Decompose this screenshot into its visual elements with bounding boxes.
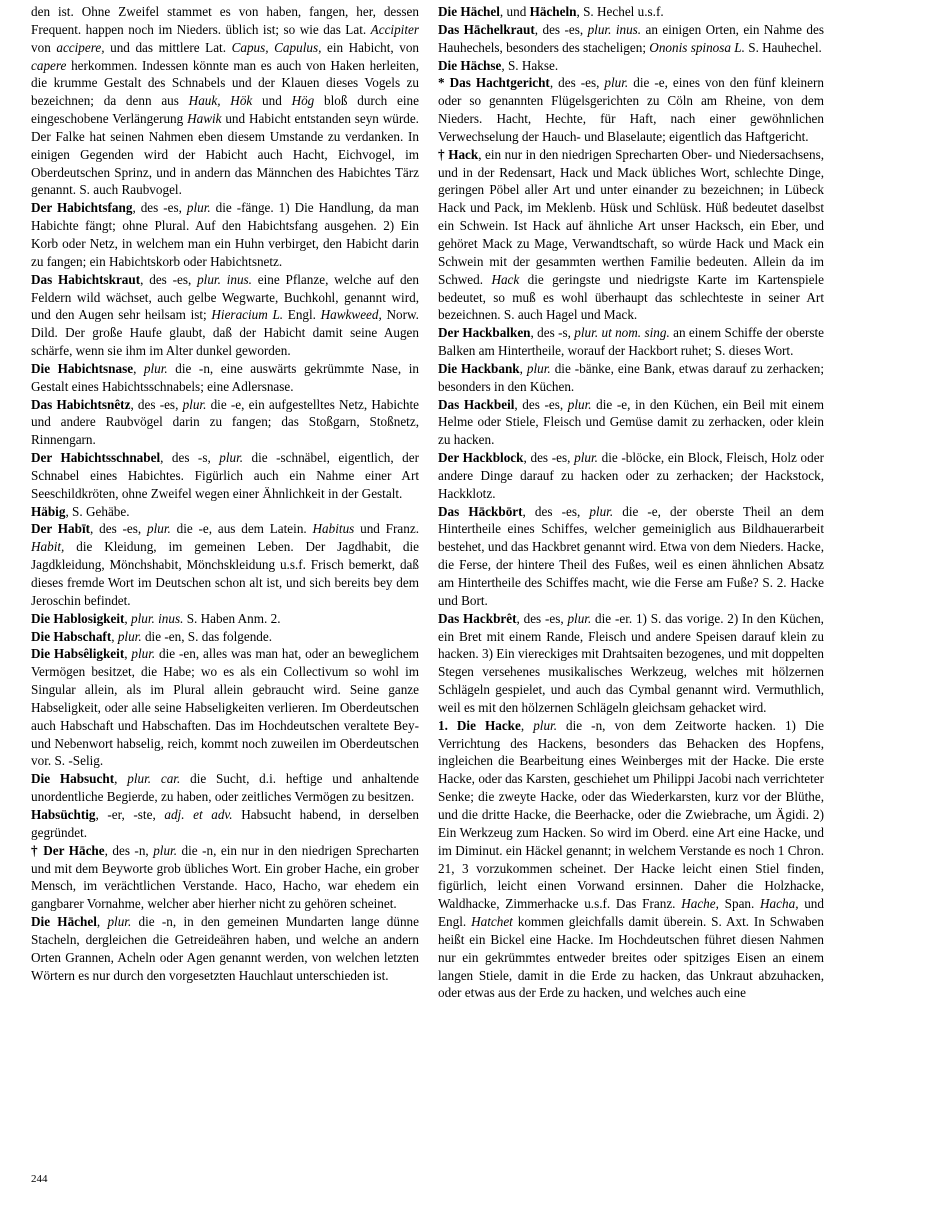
entry-text: , und bbox=[499, 4, 530, 19]
right-column bbox=[438, 3, 824, 1002]
entry-text: , des -es, bbox=[523, 450, 575, 466]
entry-text: die Sucht, d.i. heftige und anhaltende unordentliche Begierde, zu haben, oder zeitliches Vermögen zu besitzen. bbox=[31, 771, 420, 805]
entry-italic-term: Hawik bbox=[187, 111, 222, 127]
entry-headword: Die Hackbank bbox=[438, 360, 520, 376]
dictionary-entry bbox=[438, 74, 824, 145]
entry-text: herkommen. Indessen könnte man es auch von Haken herleiten, die krumme Gestalt des Schnabels und der Klauen dieses Vogels zu bezeichnen; da denn aus bbox=[31, 57, 419, 109]
entry-italic-term: plur. bbox=[589, 503, 614, 519]
entry-headword: Die Hächel bbox=[438, 4, 500, 19]
dictionary-entry bbox=[31, 271, 419, 360]
entry-text: kommen gleichfalls damit überein. S. Axt. In Schwaben heißt ein Bickel eine Hacke. Im Hochdeutschen führet diesen Nahmen nur ein gekrümmtes entweder breites oder spitziges Eisen an einem langen Stiele, damit in die Erde zu hacken, das Unkraut abzuhacken, oder etwas aus der Erde zu hacken, und welches auch eine bbox=[438, 914, 824, 1001]
entry-text: S. Hauhechel. bbox=[744, 39, 822, 55]
entry-headword: Das Hāchelkraut bbox=[438, 21, 535, 37]
dictionary-entry bbox=[31, 396, 419, 450]
entry-text: , S. Hakse. bbox=[501, 57, 559, 73]
entry-text: Span. bbox=[718, 896, 761, 912]
left-column bbox=[31, 3, 419, 984]
entry-text: , des -es, bbox=[514, 396, 568, 412]
entry-italic-term: plur. car. bbox=[127, 771, 181, 787]
entry-headword: Der Hackbalken bbox=[438, 325, 531, 341]
entry-text: ein Habicht, von bbox=[321, 39, 420, 55]
entry-text: , S. Hechel u.s.f. bbox=[576, 4, 664, 19]
entry-italic-term: plur. bbox=[567, 396, 592, 412]
entry-headword: 1. Die Hacke bbox=[438, 717, 521, 733]
entry-text: , bbox=[124, 610, 132, 626]
entry-headword: Die Habichtsnase bbox=[31, 360, 134, 376]
entry-headword: Die Hächse bbox=[438, 57, 502, 73]
entry-headword: Das Habichtskraut bbox=[31, 271, 141, 287]
entry-text: , S. Gehäbe. bbox=[65, 503, 130, 519]
entry-text: und bbox=[252, 93, 292, 109]
entry-italic-term: Capus, Capulus, bbox=[231, 39, 322, 55]
entry-italic-term: plur. inus. bbox=[197, 271, 252, 287]
dictionary-entry bbox=[438, 324, 824, 360]
entry-text: eine Pflanze, welche auf den Feldern wild wächset, auch gelbe Wegwarte, Buchkohl, genannt wird, und den Augen sehr heilsam ist; bbox=[31, 271, 419, 323]
entry-text: von bbox=[31, 39, 57, 55]
entry-italic-term: Hög bbox=[291, 93, 315, 109]
entry-text: die -e, der oberste Theil an dem Hintertheile eines Schiffes, welcher gemeiniglich aus Bildhauerarbeit bestehet, und das Hackbret genannt wird. Etwa von dem Nieders. Hacke, die Ferse, der hintere Theil des Fußes, weil es einen ähnlichen Absatz am Hintertheile des Schiffes macht, wie die Ferse am Fuße? S. 2. Hacke und Bort. bbox=[438, 503, 824, 608]
dictionary-entry bbox=[31, 913, 419, 984]
entry-text: , bbox=[114, 771, 128, 787]
entry-text: Norw. Dild. Der große Haufe glaubt, daß der Habicht damit seine Augen schärfe, wenn sie ihm im Alter dunkel geworden. bbox=[31, 307, 419, 359]
entry-text: die -n, eine auswärts gekrümmte Nase, in Gestalt eines Habichtsschnabels; eine Adlersnase. bbox=[31, 360, 420, 394]
entry-text: an einigen Orten, ein Nahme des Hauhechels, besonders des stacheligen; bbox=[438, 21, 825, 55]
dictionary-entry bbox=[438, 57, 824, 75]
entry-text: , des -es, bbox=[140, 271, 198, 287]
entry-text: S. Haben Anm. 2. bbox=[183, 610, 281, 626]
entry-text: , des -s, bbox=[160, 450, 220, 466]
entry-italic-term: plur. bbox=[153, 842, 178, 858]
entry-text: , des -es, bbox=[549, 75, 605, 91]
dictionary-entry bbox=[438, 21, 824, 57]
entry-text: Engl. bbox=[283, 307, 321, 323]
dictionary-entry bbox=[438, 503, 824, 610]
dictionary-entry bbox=[31, 503, 419, 521]
entry-text: die -e, ein aufgestelltes Netz, Habichte und andere Raubvögel darin zu fangen; das Stoßgarn, Stoßnetz, Rinnengarn. bbox=[31, 396, 419, 448]
entry-text: die Kleidung, im gemeinen Leben. Der Jagdhabit, die Jagdkleidung, Mönchshabit, Mönchskleidung u.s.f. Frisch bemerkt, daß dieses fremde Wort im Deutschen schon alt ist, und sich bereits bey dem Jeroschin befindet. bbox=[31, 539, 419, 608]
entry-text: die -n, in den gemeinen Mundarten lange dünne Stacheln, dergleichen die Getreideähren haben, und welche an andern Orten Grannen, Acheln oder Agen genannt werden, von welchen letzten Wörtern es nur durch den vorgesetzten Hauchlaut unterschieden ist. bbox=[31, 914, 419, 983]
entry-italic-term: Hacha, bbox=[760, 896, 799, 912]
entry-headword: Die Habschaft bbox=[31, 628, 112, 644]
entry-headword: Der Hackblock bbox=[438, 450, 524, 466]
entry-text: und Engl. bbox=[438, 896, 824, 930]
dictionary-entry bbox=[438, 3, 824, 21]
entry-text: , des -es, bbox=[90, 521, 147, 537]
entry-italic-term: plur. inus. bbox=[587, 21, 642, 37]
dictionary-entry bbox=[31, 628, 419, 646]
entry-headword: Das Hāckbōrt bbox=[438, 503, 523, 519]
entry-headword: † Hack bbox=[438, 146, 479, 162]
entry-italic-term: Hawkweed, bbox=[320, 307, 382, 323]
entry-text: die geringste und niedrigste Karte im Kartenspiele bedeutet, so muß es wohl überhaupt das schlechteste in seiner Art bezeichnen. S. auch Hagel und Mack. bbox=[438, 271, 824, 323]
entry-text: die -blöcke, ein Block, Fleisch, Holz oder andere Dinge darauf zu hacken oder zu zerhacken; der Hackstock, Hackklotz. bbox=[438, 450, 824, 501]
dictionary-entry bbox=[31, 806, 419, 842]
entry-italic-term: Habitus bbox=[312, 521, 355, 537]
dictionary-entry bbox=[31, 3, 419, 199]
entry-text: die -n, von dem Zeitworte hacken. 1) Die Verrichtung des Hackens, besonders das Behacken des Hopfens, ingleichen die Bearbeitung eines Weinberges mit der Hacke. Die erste Hacke, oder das Karsten, geschiehet um Philippi Jacobi nach verrichteter Senke; die zweyte Hacke, oder das Wiederkarsten, kurz vor der Blüthe, und die dritte Hacke, die Beerhacke, oder die Zwiebrache, um Ägidi. 2) Ein Werkzeug zum Hacken. So wird im Oberd. eine Art eine Hacke, und im Diminut. ein Häckel genannt; in welchem Verstande es noch 1 Chron. 21, 3 vorzukommen scheinet. Der Hacke leicht einen Stiel finden, figürlich, leicht einen Vorwand ersinnen. Daher die Holzhacke, Waldhacke, Zimmerhacke u.s.f. Das Franz. bbox=[438, 717, 825, 912]
entry-text: , des -es, bbox=[534, 21, 588, 37]
entry-italic-term: plur. bbox=[219, 450, 244, 466]
entry-text: an einem Schiffe der oberste Balken am Hintertheile, worauf der Hackbort ruhet; S. dieses Wort. bbox=[438, 325, 824, 359]
entry-italic-term: plur. bbox=[182, 396, 207, 412]
entry-italic-term: plur. bbox=[131, 646, 156, 662]
dictionary-entry bbox=[438, 396, 824, 450]
dictionary-entry bbox=[438, 360, 824, 396]
entry-italic-term: plur. ut nom. sing. bbox=[574, 325, 670, 341]
entry-text: die -fänge. 1) Die Handlung, da man Habichte fängt; ohne Plural. Auf den Habichtsfang ausgehen. 2) Ein Korb oder Netz, in welchem man ein Huhn verbirget, den Habicht darin zu fangen; ein Habichtskorb oder Habichtsnetz. bbox=[31, 200, 419, 269]
entry-headword: Die Hablosigkeit bbox=[31, 610, 125, 626]
entry-italic-term: Hauk, Hök bbox=[188, 93, 253, 109]
entry-text: die -bänke, eine Bank, etwas darauf zu zerhacken; besonders in den Küchen. bbox=[438, 360, 825, 394]
dictionary-entry bbox=[438, 146, 824, 324]
dictionary-entry bbox=[438, 449, 824, 503]
entry-headword: Der Habichtsfang bbox=[31, 200, 133, 216]
entry-italic-term: plur. bbox=[186, 200, 211, 216]
entry-italic-term: Hatchet bbox=[471, 914, 513, 930]
entry-italic-term: Accipiter bbox=[370, 21, 419, 37]
entry-text: und Franz. bbox=[354, 521, 419, 537]
entry-headword: Die Hāchel bbox=[31, 914, 97, 930]
entry-headword: Der Habichtsschnabel bbox=[31, 450, 161, 466]
dictionary-entry bbox=[438, 610, 824, 717]
entry-italic-term: plur. bbox=[107, 914, 132, 930]
entry-text: die -e, eines von den fünf kleinern oder so genannten Flügelsgerichten zu Cöln am Rheine, von dem Nieders. Hacht, Hechte, für Haft, nach einer gewöhnlichen Verwechselung der Hauch- und Blaselaute; eigentlich das Haftgericht. bbox=[438, 75, 824, 144]
entry-headword: Die Habsucht bbox=[31, 771, 115, 787]
entry-headword: Die Habsêligkeit bbox=[31, 646, 125, 662]
entry-text: , bbox=[124, 646, 132, 662]
entry-text: , des -es, bbox=[516, 610, 568, 626]
entry-text: die -n, ein nur in den niedrigen Sprecharten und mit dem Beyworte grob übliches Wort. Ein grober Hache, ein grober Mensch, im verächtlichen Verstande. Haco, Hacho, war ehedem ein gangbarer Vornahme, welcher aber hierher nicht zu gehören scheinet. bbox=[31, 842, 419, 912]
entry-text: die -e, in den Küchen, ein Beil mit einem Helme oder Stiele, Fleisch und Gemüse damit zu zerhacken, oder klein zu hacken. bbox=[438, 396, 825, 448]
entry-text: , -er, -ste, bbox=[95, 806, 165, 822]
entry-italic-term: plur. bbox=[146, 521, 171, 537]
entry-text: , des -es, bbox=[522, 503, 590, 519]
entry-text: bloß durch eine eingeschobene Verlängerung bbox=[31, 93, 419, 127]
entry-text: , ein nur in den niedrigen Sprecharten Ober- und Niedersachsens, und in der Redensart, Hack und Mack übliches Wort, schlechte Dinge, geringen Pöbel aller Art und unter einander zu bezeichnen; in Lübeck Hack und Pack, im Meklenb. Hüsk und Schlüsk. Hüß bedeutet daselbst ein Schwein. Ist Hack auf ähnliche Art unser Hacksch, ein Eber, und gehöret Mack zu Mage, Verwandtschaft, so würde Hack und Mack ein Schwein mit der gesammten werthen Familie bedeuten. Allein da im Schwed. bbox=[438, 146, 824, 287]
entry-text: , des -es, bbox=[132, 200, 187, 216]
dictionary-entry bbox=[31, 842, 419, 913]
entry-headword: Das Hackbrêt bbox=[438, 610, 517, 626]
entry-italic-term: plur. bbox=[526, 360, 551, 376]
entry-italic-term: Hieracium L. bbox=[211, 307, 284, 323]
entry-text: , bbox=[520, 717, 534, 733]
dictionary-entry bbox=[31, 199, 419, 270]
entry-text: die -en, alles was man hat, oder an beweglichem Vermögen besitzet, die Habe; wo es als ein Collectivum so wohl im Singular allein, als im Plural allein gebraucht wird. Seine ganze Habseligkeit, oder alle seine Habseligkeiten verlieren. Im Oberdeutschen auch Habschaft und Habschaften. Das im Hochdeutschen veraltete Bey- und Nebenwort habselig, reich, kommt noch zuweilen im Oberdeutschen vor. S. -Selig. bbox=[31, 646, 419, 769]
entry-headword: Habsüchtig bbox=[31, 806, 96, 822]
entry-text: Habsucht habend, in derselben gegründet. bbox=[31, 806, 419, 840]
entry-text: und Habicht entstanden seyn würde. Der Falke hat seinen Nahmen eben diesem Umstande zu verdanken. In einigen Gegenden wird der Habicht auch Hacht, Eichvogel, im Oberdeutschen Sprinz, und in andern das Männchen des Habichtes Tärz genannt. S. auch Raubvogel. bbox=[31, 111, 419, 198]
entry-text: die -er. 1) S. das vorige. 2) In den Küchen, ein Bret mit einem Rande, Fleisch und andere Speisen darauf klein zu hacken. 3) Ein viereckiges mit Drahtsaiten bezogenes, und mit doppelten Stegen versehenes musikalisches Werkzeug, welches mit hölzernen Schlägeln gespielet, und auch das Cymbal genannt wird. Vermuthlich, weil es mit den hölzernen Schlägeln gleichsam gehacket wird. bbox=[438, 610, 824, 715]
entry-text: , des -s, bbox=[530, 325, 575, 341]
entry-headword: Das Habichtsnêtz bbox=[31, 396, 131, 412]
entry-text: , bbox=[133, 360, 144, 376]
entry-text: die -schnäbel, eigentlich, der Schnabel eines Habichtes. Figürlich auch ein Nahme einer Art Seeschildkröten, ohne Zweifel wegen einer Ähnlichkeit in der Gestalt. bbox=[31, 450, 419, 501]
entry-text: die -en, S. das folgende. bbox=[141, 628, 273, 644]
page-number: 244 bbox=[31, 1173, 48, 1185]
entry-text: , des -n, bbox=[104, 842, 154, 858]
entry-headword: † Der Hāche bbox=[31, 842, 105, 858]
entry-italic-term: plur. inus. bbox=[131, 610, 184, 626]
entry-headword: Das Hackbeil bbox=[438, 396, 515, 412]
entry-headword: Hächeln bbox=[529, 4, 577, 19]
dictionary-entry bbox=[31, 449, 419, 503]
dictionary-entry bbox=[31, 520, 419, 609]
entry-italic-term: plur. bbox=[533, 717, 558, 733]
entry-headword: * Das Hachtgericht bbox=[438, 75, 550, 91]
entry-italic-term: adj. et adv. bbox=[164, 806, 233, 822]
dictionary-entry bbox=[31, 645, 419, 770]
entry-italic-term: Hack bbox=[491, 271, 520, 287]
entry-headword: Der Habīt bbox=[31, 521, 91, 537]
dictionary-entry bbox=[31, 360, 419, 396]
entry-italic-term: accipere, bbox=[56, 39, 105, 55]
entry-italic-term: Habit, bbox=[31, 539, 65, 555]
entry-text: die -e, aus dem Latein. bbox=[170, 521, 313, 537]
entry-text: , bbox=[96, 914, 108, 930]
entry-text: , bbox=[111, 628, 118, 644]
entry-text: und das mittlere Lat. bbox=[104, 39, 232, 55]
entry-italic-term: plur. bbox=[117, 628, 142, 644]
entry-italic-term: plur. bbox=[604, 75, 629, 91]
entry-italic-term: capere bbox=[31, 57, 67, 73]
dictionary-entry bbox=[31, 770, 419, 806]
entry-italic-term: plur. bbox=[574, 450, 598, 466]
dictionary-entry bbox=[438, 717, 824, 1003]
dictionary-entry bbox=[31, 610, 419, 628]
entry-italic-term: plur. bbox=[143, 360, 168, 376]
entry-headword: Häbig bbox=[31, 503, 66, 519]
entry-italic-term: plur. bbox=[567, 610, 592, 626]
entry-italic-term: Hache, bbox=[681, 896, 719, 912]
entry-italic-term: Ononis spinosa L. bbox=[649, 39, 745, 55]
entry-text: , des -es, bbox=[130, 396, 183, 412]
entry-text: , bbox=[519, 360, 527, 376]
entry-text: den ist. Ohne Zweifel stammet es von haben, fangen, her, dessen Frequent. happen noch im Nieders. üblich ist; so wie das Lat. bbox=[31, 4, 419, 37]
